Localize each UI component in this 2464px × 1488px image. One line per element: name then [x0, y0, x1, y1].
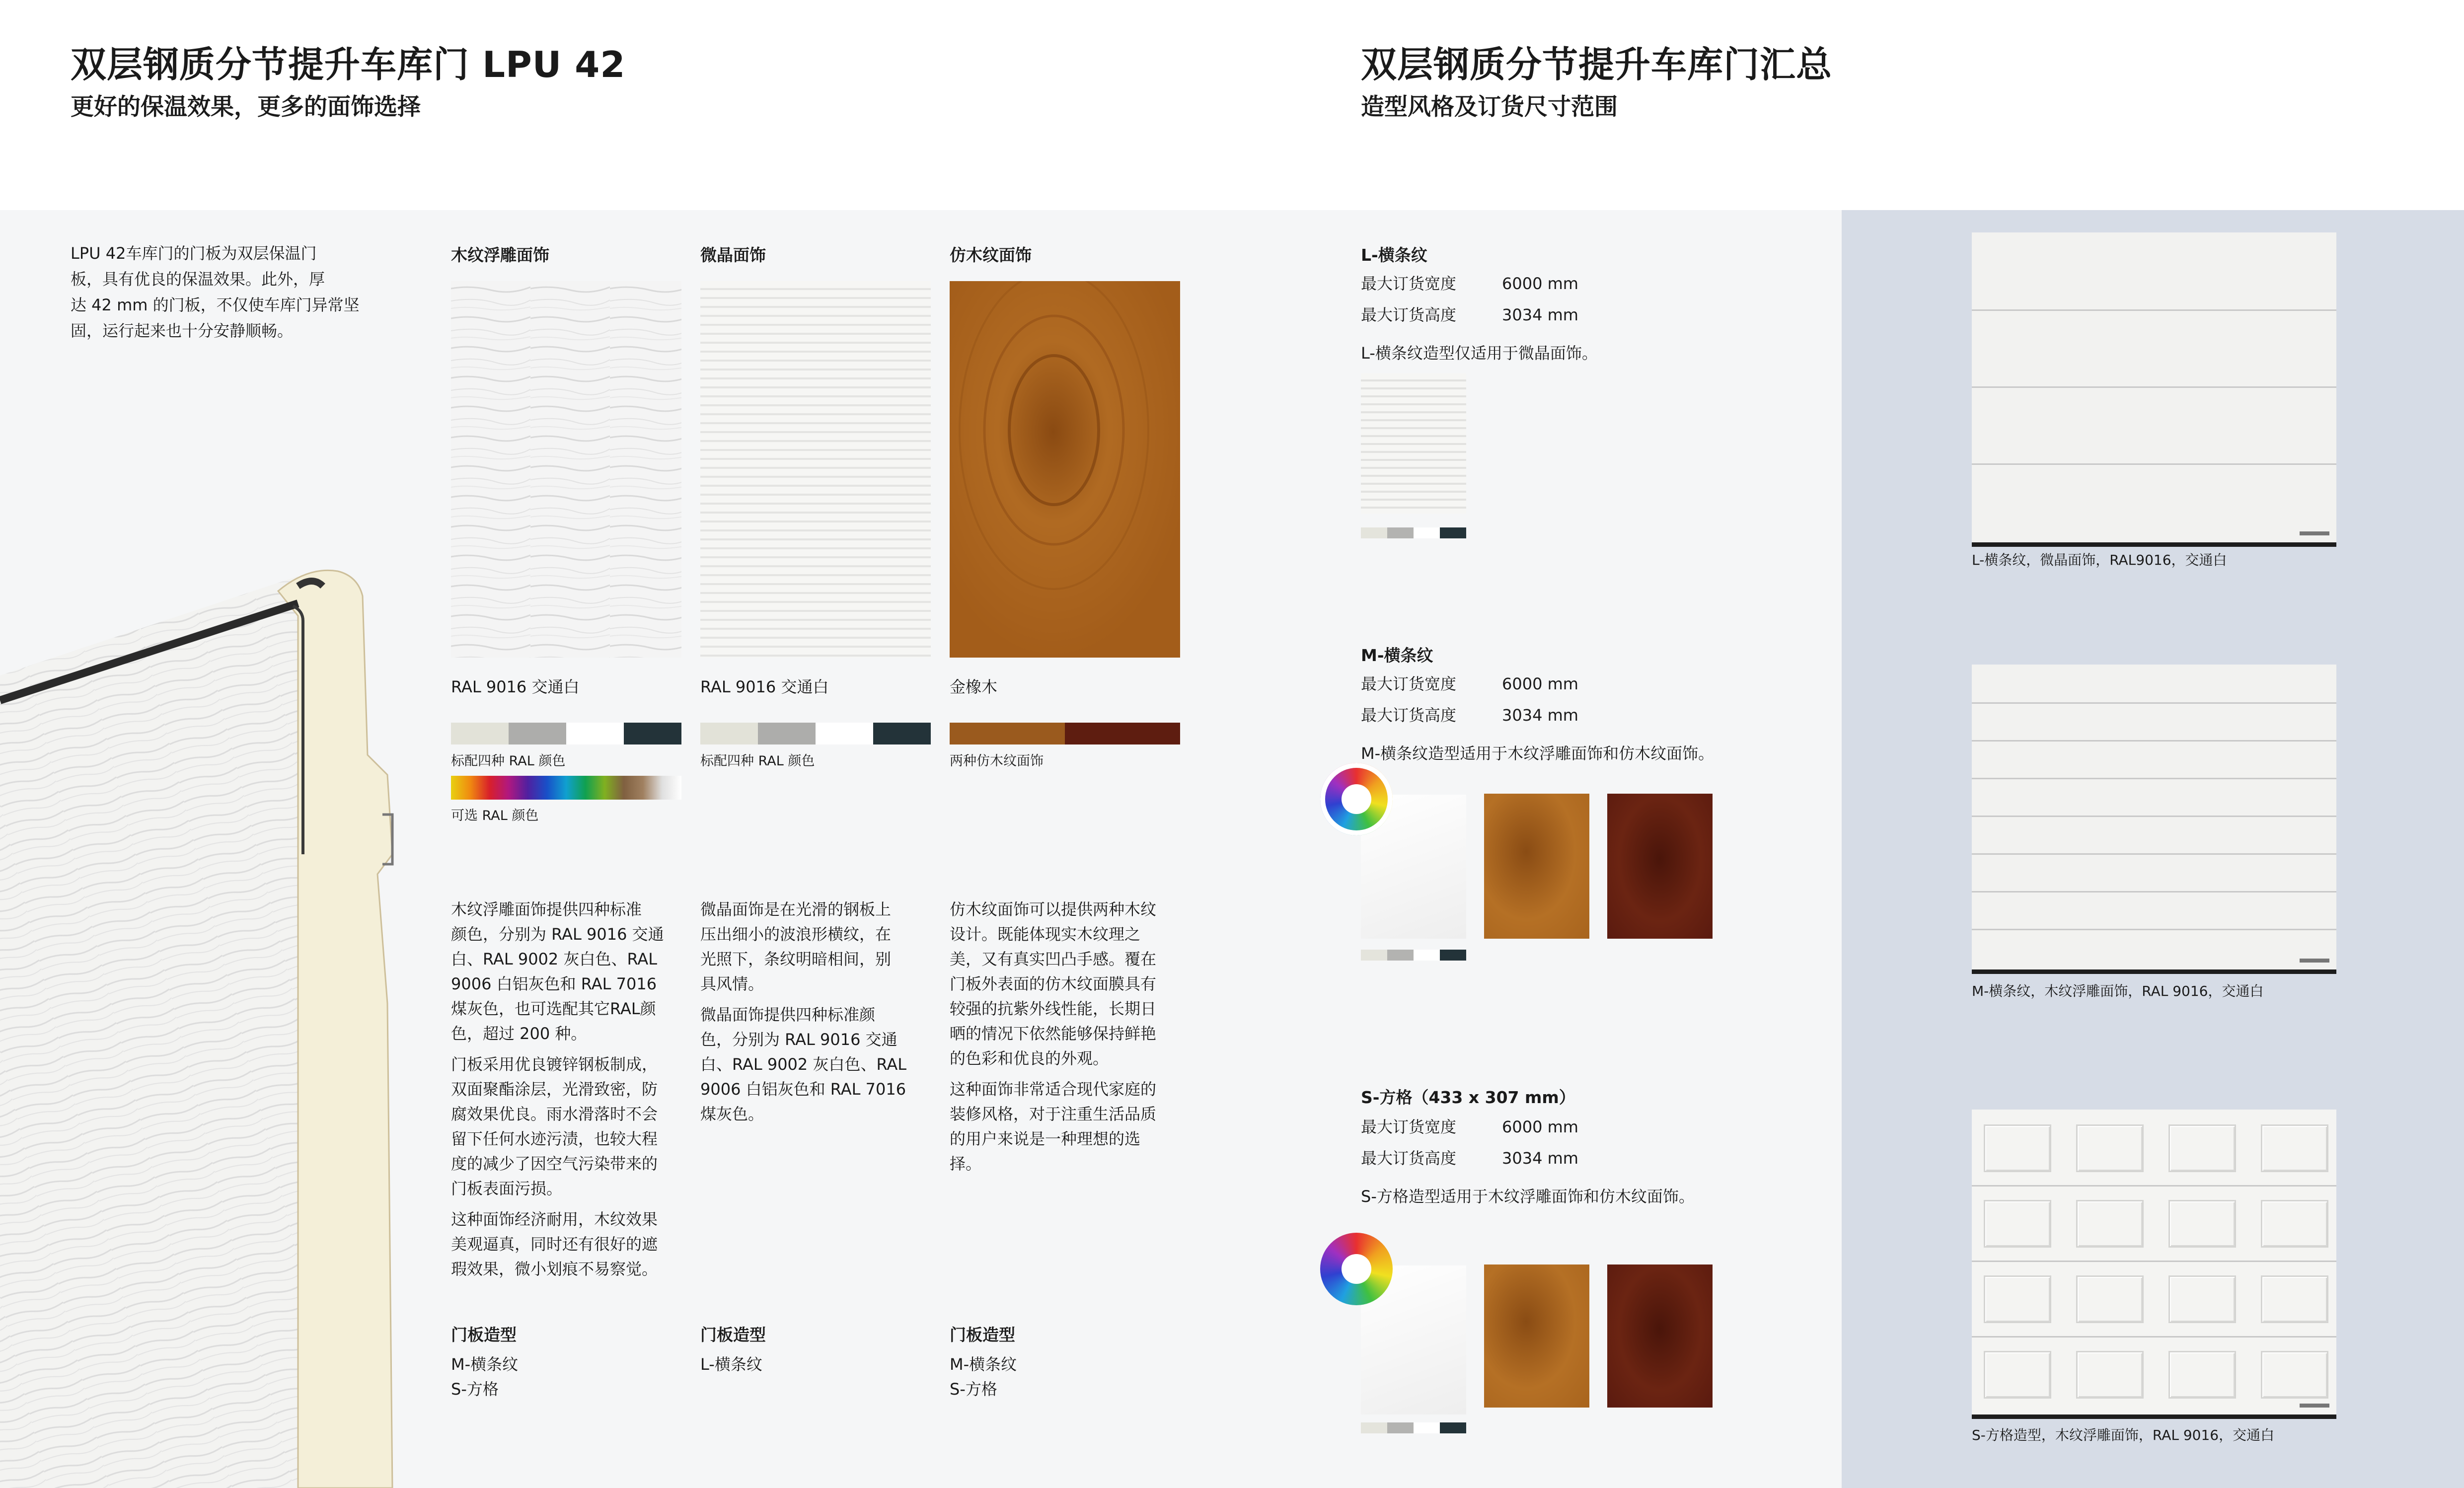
mini-swatch-4 [1440, 950, 1466, 961]
mini-swatch-3 [1414, 950, 1440, 961]
style-m-mini-swatches [1361, 950, 1466, 961]
woodgrain-swatch-caption: 标配四种 RAL 颜色 [451, 753, 566, 769]
style-m-dark-wood-sample [1607, 794, 1713, 939]
door-caption-s: S-方格造型，木纹浮雕面饰，RAL 9016，交通白 [1972, 1427, 2275, 1443]
woodgrain-sample-name: RAL 9016 交通白 [451, 677, 580, 696]
mini-swatch-2 [1387, 950, 1414, 961]
style-m-width-label: 最大订货宽度 [1361, 674, 1457, 693]
door-preview-m [1972, 665, 2336, 974]
door-caption-l: L-横条纹，微晶面饰，RAL9016，交通白 [1972, 552, 2227, 568]
woodgrain-design-heading: 门板造型 [451, 1325, 517, 1344]
woodlook-swatch-strip [950, 723, 1180, 744]
swatch-golden-oak [950, 723, 1065, 744]
left-page-title: 双层钢质分节提升车库门 LPU 42 [71, 44, 626, 85]
swatch-ral9006 [509, 723, 566, 744]
golden-oak-sample [950, 281, 1180, 658]
woodlook-sample-name: 金橡木 [950, 677, 998, 696]
woodgrain-description: 木纹浮雕面饰提供四种标准 颜色，分别为 RAL 9016 交通 白、RAL 9002 灰白色、RAL 9006 白铝灰色和 RAL 7016 煤灰色，也可选配其它RAL颜 色，超过 200 种。 门板采用优良镀锌钢板制成， 双面聚酯涂层，光滑致密，防 腐效果优良。雨水滑落时不会 留下任何水迹污渍，也较大程 度的减少了因空气污染带来的 门板表面污损。 这种面饰经济耐用，木纹效果 美观逼真，同时还有很好的遮 瑕效果，微小划痕不易察觉。 [451, 900, 664, 1278]
micrograin-design-heading: 门板造型 [700, 1325, 766, 1344]
style-m-color-wheel [1320, 763, 1393, 835]
micrograin-sample-name: RAL 9016 交通白 [700, 677, 829, 696]
mini-swatch-4 [1440, 527, 1466, 538]
door-caption-m: M-横条纹，木纹浮雕面饰，RAL 9016，交通白 [1972, 983, 2264, 999]
style-s-dark-wood-sample [1607, 1265, 1713, 1408]
style-s-note: S-方格造型适用于木纹浮雕面饰和仿木纹面饰。 [1361, 1187, 1695, 1206]
swatch-ral9002 [700, 723, 758, 744]
finish-heading-woodlook: 仿木纹面饰 [950, 245, 1032, 265]
micrograin-swatch-caption: 标配四种 RAL 颜色 [700, 753, 815, 769]
style-s-mini-swatches [1361, 1422, 1466, 1433]
finish-heading-woodgrain: 木纹浮雕面饰 [451, 245, 549, 265]
mini-swatch-1 [1361, 1422, 1387, 1433]
optional-ral-caption: 可选 RAL 颜色 [451, 808, 539, 823]
mini-swatch-3 [1414, 527, 1440, 538]
style-s-golden-oak-sample [1484, 1265, 1589, 1408]
style-l-height-value: 3034 mm [1502, 305, 1578, 324]
mini-swatch-1 [1361, 527, 1387, 538]
style-l-note: L-横条纹造型仅适用于微晶面饰。 [1361, 344, 1598, 363]
micrograin-sample [700, 281, 931, 658]
style-s-name: S-方格（433 x 307 mm） [1361, 1088, 1575, 1107]
finish-heading-micrograin: 微晶面饰 [700, 245, 766, 265]
style-m-golden-oak-sample [1484, 794, 1589, 939]
swatch-ral9016 [816, 723, 873, 744]
woodlook-design-heading: 门板造型 [950, 1325, 1015, 1344]
woodgrain-sample [451, 281, 681, 658]
style-l-name: L-横条纹 [1361, 245, 1427, 265]
style-l-mini-swatches [1361, 527, 1466, 538]
style-s-height-label: 最大订货高度 [1361, 1149, 1457, 1168]
style-m-note: M-横条纹造型适用于木纹浮雕面饰和仿木纹面饰。 [1361, 744, 1715, 763]
style-l-mini-sample [1361, 373, 1466, 514]
swatch-dark-wood [1065, 723, 1180, 744]
woodgrain-swatch-strip [451, 723, 681, 744]
door-preview-l [1972, 232, 2336, 547]
style-s-width-value: 6000 mm [1502, 1117, 1578, 1136]
style-s-height-value: 3034 mm [1502, 1149, 1578, 1168]
micrograin-description: 微晶面饰是在光滑的钢板上 压出细小的波浪形横纹，在 光照下，条纹明暗相间，别 具风情。 微晶面饰提供四种标准颜 色，分别为 RAL 9016 交通 白、RAL 9002 灰白色、RAL 9006 白铝灰色和 RAL 7016 煤灰色。 [700, 900, 907, 1123]
style-l-height-label: 最大订货高度 [1361, 305, 1457, 324]
right-page-title: 双层钢质分节提升车库门汇总 [1361, 44, 1833, 85]
style-m-name: M-横条纹 [1361, 646, 1433, 665]
left-page-subtitle: 更好的保温效果，更多的面饰选择 [71, 93, 421, 121]
optional-ral-gradient [451, 776, 681, 800]
style-m-width-value: 6000 mm [1502, 674, 1578, 693]
woodlook-swatch-caption: 两种仿木纹面饰 [950, 753, 1044, 769]
micrograin-design-list: L-横条纹 [700, 1355, 762, 1374]
mini-swatch-2 [1387, 1422, 1414, 1433]
style-s-width-label: 最大订货宽度 [1361, 1117, 1457, 1136]
style-l-width-label: 最大订货宽度 [1361, 274, 1457, 293]
woodgrain-design-list: M-横条纹 S-方格 [451, 1355, 519, 1399]
style-m-height-value: 3034 mm [1502, 706, 1578, 725]
mini-swatch-2 [1387, 527, 1414, 538]
intro-text: LPU 42车库门的门板为双层保温门 板，具有优良的保温效果。此外，厚 达 42 mm 的门板，不仅使车库门异常坚 固，运行起来也十分安静顺畅。 [71, 244, 360, 340]
swatch-ral7016 [873, 723, 931, 744]
swatch-ral9002 [451, 723, 509, 744]
door-section-illustration [0, 556, 407, 1488]
woodlook-description: 仿木纹面饰可以提供两种木纹 设计。既能体现实木纹理之 美，又有真实凹凸手感。覆在 门板外表面的仿木纹面膜具有 较强的抗紫外线性能，长期日 晒的情况下依然能够保持鲜艳 的色彩和优良的外观。 这种面饰非常适合现代家庭的 装修风格，对于注重生活品质 的用户来说是一种理想的选 择。 [950, 900, 1157, 1173]
right-page-subtitle: 造型风格及订货尺寸范围 [1361, 93, 1618, 121]
mini-swatch-3 [1414, 1422, 1440, 1433]
swatch-ral9006 [758, 723, 816, 744]
micrograin-swatch-strip [700, 723, 931, 744]
style-m-height-label: 最大订货高度 [1361, 706, 1457, 725]
swatch-ral7016 [624, 723, 681, 744]
woodlook-design-list: M-横条纹 S-方格 [950, 1355, 1017, 1399]
door-preview-s [1972, 1110, 2336, 1419]
style-s-color-wheel [1320, 1233, 1393, 1305]
mini-swatch-1 [1361, 950, 1387, 961]
swatch-ral9016 [566, 723, 624, 744]
style-l-width-value: 6000 mm [1502, 274, 1578, 293]
mini-swatch-4 [1440, 1422, 1466, 1433]
